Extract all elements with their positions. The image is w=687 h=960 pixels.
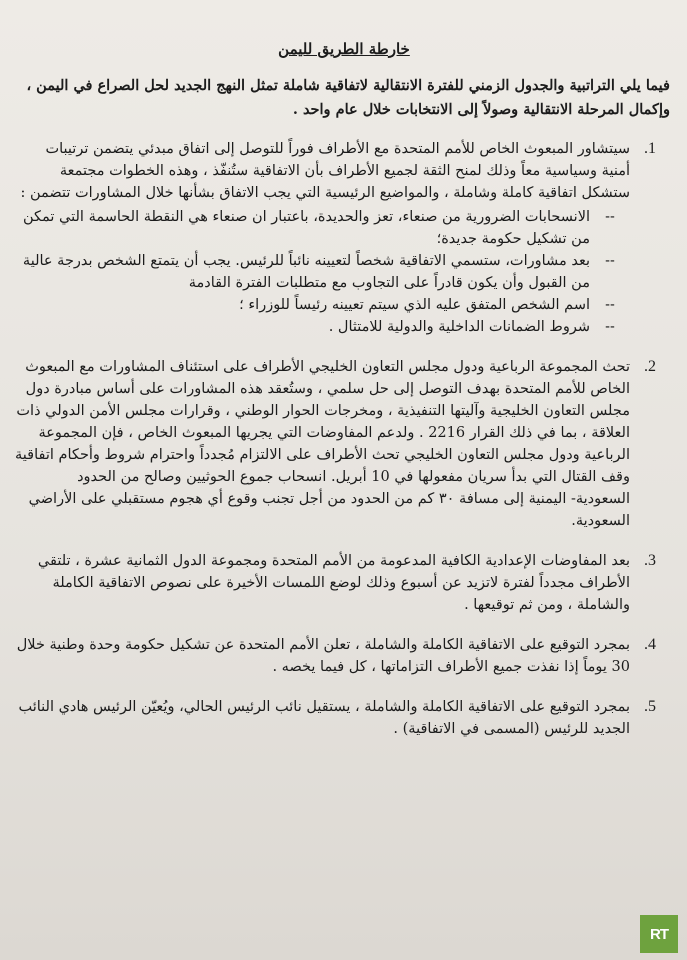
numbered-item	[14, 356, 674, 532]
document-body	[14, 40, 674, 758]
item-number: 5.	[644, 698, 656, 715]
sub-item	[14, 250, 630, 294]
dash-bullet: --	[605, 253, 615, 269]
dash-bullet: --	[605, 297, 615, 313]
item-number: 3.	[644, 552, 656, 569]
sub-item-text: شروط الضمانات الداخلية والدولية للامتثال .	[328, 319, 590, 335]
item-text: سيتشاور المبعوث الخاص للأمم المتحدة مع الأطراف فوراً للتوصل إلى اتفاق مبدئي يتضمن ترتيبات أمنية وسياسية معاً وذلك لمنح الثقة لجميع الأطراف بأن الاتفاقية ستُنفّذ ، وهذه الخطوات مجتمعة ستشكل اتفاقية كاملة وشاملة ، والمواضيع الرئيسية التي يجب الاتفاق بشأنها خلال المشاورات تتضمن :	[20, 141, 630, 201]
rt-logo: RT	[640, 915, 678, 953]
sub-item-text: اسم الشخص المتفق عليه الذي سيتم تعيينه رئيساً للوزراء ؛	[239, 297, 590, 313]
sub-item-text: بعد مشاورات، ستسمي الاتفاقية شخصاً لتعيينه نائباً للرئيس. يجب أن يتمتع الشخص بدرجة عالية من القبول وأن يكون قادراً على التجاوب مع متطلبات الفترة القادمة	[22, 253, 590, 291]
sub-item	[14, 294, 630, 316]
document-title: خارطة الطريق لليمن	[278, 40, 410, 58]
dash-bullet: --	[605, 319, 615, 335]
item-number: 2.	[644, 358, 656, 375]
numbered-item	[14, 696, 674, 740]
numbered-item	[14, 550, 674, 616]
item-text: بمجرد التوقيع على الاتفاقية الكاملة والشاملة ، تعلن الأمم المتحدة عن تشكيل حكومة وحدة وطنية خلال 30 يوماً إذا نفذت جميع الأطراف التزاماتها ، كل فيما يخصه .	[16, 637, 630, 675]
item-number: 4.	[644, 636, 656, 653]
dash-bullet: --	[605, 209, 615, 225]
sub-item-text: الانسحابات الضرورية من صنعاء، تعز والحديدة، باعتبار ان صنعاء هي النقطة الحاسمة التي تمكن من تشكيل حكومة جديدة؛	[22, 209, 590, 247]
numbered-item	[14, 138, 674, 338]
item-number: 1.	[644, 140, 656, 157]
item-text: تحث المجموعة الرباعية ودول مجلس التعاون الخليجي الأطراف على استئناف المشاورات مع المبعوث الخاص للأمم المتحدة بهدف التوصل إلى حل سلمي ، وستُعقد هذه المشاورات على أساس مبادرة دول مجلس التعاون الخليجية وآليتها التنفيذية ، ومخرجات الحوار الوطني ، وقرارات مجلس الأمن الدولي ذات العلاقة ، بما في ذلك القرار 2216 . ولدعم المفاوضات التي يجريها المبعوث الخاص ، فإن المجموعة الرباعية ودول مجلس التعاون الخليجي تحث الأطراف على الالتزام مُجدداً واحترام شروط وأحكام اتفاقية وقف القتال التي بدأ سريان مفعولها في 10 أبريل. انسحاب جموع الحوثيين وصالح من الحدود السعودية- اليمنية إلى مسافة ٣٠ كم من الحدود من أجل تجنب وقوع أي هجوم مستقبلي على الأراضي السعودية.	[15, 359, 630, 529]
sub-item	[14, 316, 630, 338]
numbered-item	[14, 634, 674, 678]
item-text: بعد المفاوضات الإعدادية الكافية المدعومة من الأمم المتحدة ومجموعة الدول الثمانية عشرة ، تلتقي الأطراف مجدداً لفترة لاتزيد عن أسبوع وذلك لوضع اللمسات الأخيرة على نصوص الاتفاقية الكاملة والشاملة ، ومن ثم توقيعها .	[37, 553, 630, 613]
document-intro: فيما يلي التراتبية والجدول الزمني للفترة الانتقالية لاتفاقية شاملة تمثل النهج الجديد لحل الصراع في اليمن ، وإكمال المرحلة الانتقالية وصولاً إلى الانتخابات خلال عام واحد .	[26, 77, 670, 118]
sub-list	[14, 206, 630, 338]
sub-item	[14, 206, 630, 250]
item-text: بمجرد التوقيع على الاتفاقية الكاملة والشاملة ، يستقيل نائب الرئيس الحالي، ويُعيّن الرئيس هادي النائب الجديد للرئيس (المسمى في الاتفاقية) .	[18, 699, 630, 737]
